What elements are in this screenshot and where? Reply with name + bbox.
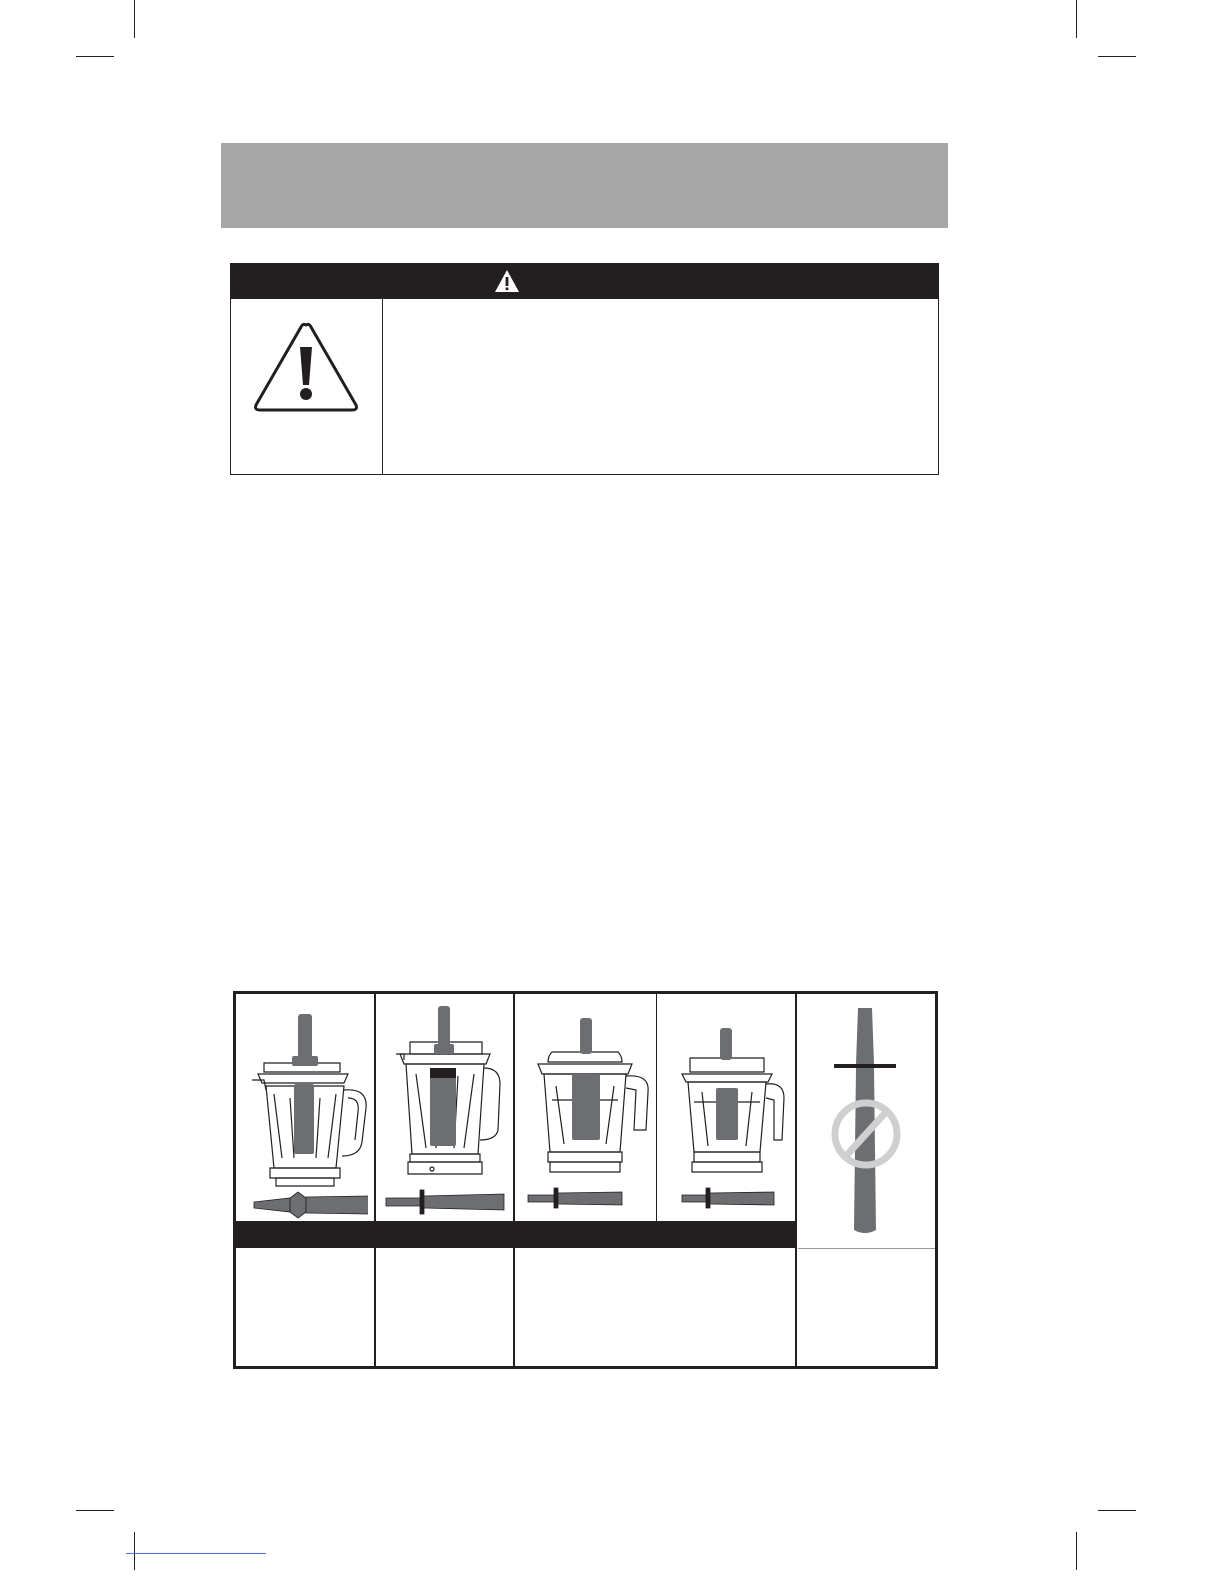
warning-body-text	[393, 312, 923, 462]
crop-mark	[1076, 1532, 1077, 1570]
container-with-tamper-icon	[522, 1012, 652, 1220]
page-link-underline[interactable]	[126, 1553, 266, 1554]
column-divider	[795, 994, 797, 1366]
column-divider	[374, 994, 376, 1366]
column-label-band	[515, 1221, 656, 1248]
section-header-band	[221, 143, 948, 228]
crop-mark	[1076, 0, 1077, 38]
row-divider	[798, 1248, 935, 1249]
crop-mark	[134, 1532, 135, 1570]
crop-mark	[1098, 1510, 1136, 1511]
warning-triangle-icon	[493, 268, 521, 294]
column-label-band	[236, 1221, 374, 1248]
crop-mark	[76, 1510, 114, 1511]
warning-box	[230, 263, 939, 475]
warning-triangle-icon	[252, 319, 360, 415]
warning-divider	[382, 299, 383, 475]
container-with-tamper-icon	[382, 1004, 508, 1220]
crop-mark	[76, 56, 114, 57]
accessory-table	[233, 991, 938, 1369]
container-with-tamper-icon	[664, 1022, 790, 1220]
column-label-band	[376, 1221, 513, 1248]
column-divider	[513, 994, 515, 1366]
crop-mark	[1098, 56, 1136, 57]
tamper-prohibited-icon	[820, 1004, 920, 1236]
column-label-band	[657, 1221, 795, 1248]
container-with-tamper-icon	[244, 1008, 368, 1220]
crop-mark	[134, 0, 135, 38]
warning-bar	[230, 263, 939, 299]
column-divider	[656, 994, 657, 1248]
